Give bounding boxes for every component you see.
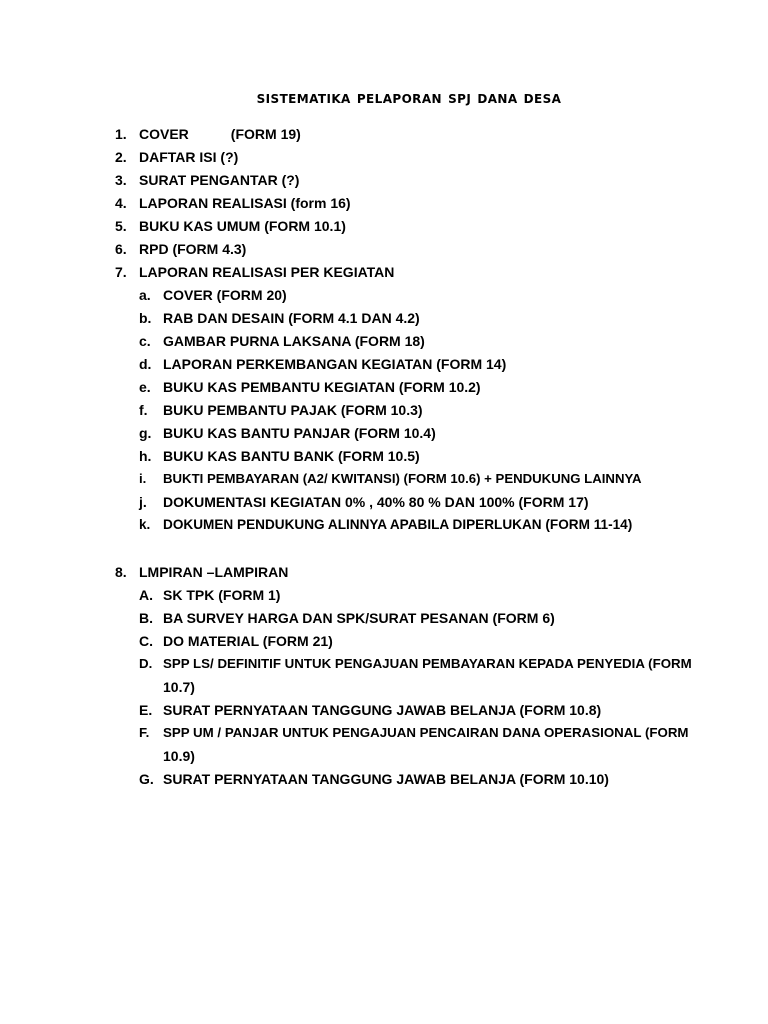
- list-number: 2.: [115, 149, 127, 165]
- list-text: SK TPK (FORM 1): [163, 587, 281, 603]
- list-letter: B.: [139, 610, 153, 626]
- list-letter: d.: [139, 356, 152, 372]
- list-letter: G.: [139, 771, 154, 787]
- list-text: LMPIRAN –LAMPIRAN: [139, 564, 289, 580]
- list-letter: f.: [139, 402, 148, 418]
- list-text: SURAT PERNYATAAN TANGGUNG JAWAB BELANJA (FORM 10.8): [163, 702, 602, 718]
- list-text: SURAT PERNYATAAN TANGGUNG JAWAB BELANJA (FORM 10.10): [163, 771, 609, 787]
- list-letter: h.: [139, 448, 152, 464]
- list-text: SPP UM / PANJAR UNTUK PENGAJUAN PENCAIRAN DANA OPERASIONAL (FORM: [163, 725, 689, 740]
- list-text-continuation: 10.9): [163, 748, 195, 764]
- list-text: LAPORAN REALISASI PER KEGIATAN: [139, 264, 395, 280]
- list-number: 6.: [115, 241, 127, 257]
- list-letter: g.: [139, 425, 152, 441]
- list-text: SPP LS/ DEFINITIF UNTUK PENGAJUAN PEMBAYARAN KEPADA PENYEDIA (FORM: [163, 656, 692, 671]
- list-number: 4.: [115, 195, 127, 211]
- list-number: 3.: [115, 172, 127, 188]
- list-number: 5.: [115, 218, 127, 234]
- list-text: COVER: [139, 126, 189, 142]
- list-letter: a.: [139, 287, 151, 303]
- list-letter: j.: [139, 494, 147, 510]
- list-text: RAB DAN DESAIN (FORM 4.1 DAN 4.2): [163, 310, 420, 326]
- sub-list-item-continuation: [163, 676, 195, 698]
- list-text: GAMBAR PURNA LAKSANA (FORM 18): [163, 333, 425, 349]
- list-text: BUKU PEMBANTU PAJAK (FORM 10.3): [163, 402, 423, 418]
- list-letter: E.: [139, 702, 153, 718]
- list-letter: k.: [139, 517, 151, 532]
- list-letter: C.: [139, 633, 153, 649]
- list-text: BUKU KAS UMUM (FORM 10.1): [139, 218, 346, 234]
- page-title: sistematika pelaporan spj dana desa: [256, 88, 562, 107]
- list-letter: D.: [139, 656, 153, 671]
- list-letter: c.: [139, 333, 151, 349]
- list-text: LAPORAN PERKEMBANGAN KEGIATAN (FORM 14): [163, 356, 507, 372]
- list-number: 1.: [115, 126, 127, 142]
- list-letter: F.: [139, 725, 150, 740]
- list-letter: e.: [139, 379, 151, 395]
- list-text: COVER (FORM 20): [163, 287, 287, 303]
- sub-list-item-continuation: [163, 745, 195, 767]
- list-text: RPD (FORM 4.3): [139, 241, 247, 257]
- list-text: BUKTI PEMBAYARAN (A2/ KWITANSI) (FORM 10.6) + PENDUKUNG LAINNYA: [163, 471, 642, 486]
- list-text: BUKU KAS BANTU BANK (FORM 10.5): [163, 448, 420, 464]
- list-letter: i.: [139, 471, 147, 486]
- list-text: BUKU KAS BANTU PANJAR (FORM 10.4): [163, 425, 436, 441]
- list-text: DO MATERIAL (FORM 21): [163, 633, 333, 649]
- list-number: 8.: [115, 564, 127, 580]
- list-letter: b.: [139, 310, 152, 326]
- list-text: DAFTAR ISI (?): [139, 149, 239, 165]
- list-text: SURAT PENGANTAR (?): [139, 172, 300, 188]
- list-letter: A.: [139, 587, 153, 603]
- list-text: BUKU KAS PEMBANTU KEGIATAN (FORM 10.2): [163, 379, 481, 395]
- list-text: BA SURVEY HARGA DAN SPK/SURAT PESANAN (FORM 6): [163, 610, 555, 626]
- list-text: LAPORAN REALISASI (form 16): [139, 195, 351, 211]
- list-extra: (FORM 19): [230, 126, 301, 142]
- list-text: DOKUMEN PENDUKUNG ALINNYA APABILA DIPERLUKAN (FORM 11-14): [163, 517, 633, 532]
- list-text: DOKUMENTASI KEGIATAN 0% , 40% 80 % DAN 100% (FORM 17): [163, 494, 589, 510]
- list-text-continuation: 10.7): [163, 679, 195, 695]
- list-number: 7.: [115, 264, 127, 280]
